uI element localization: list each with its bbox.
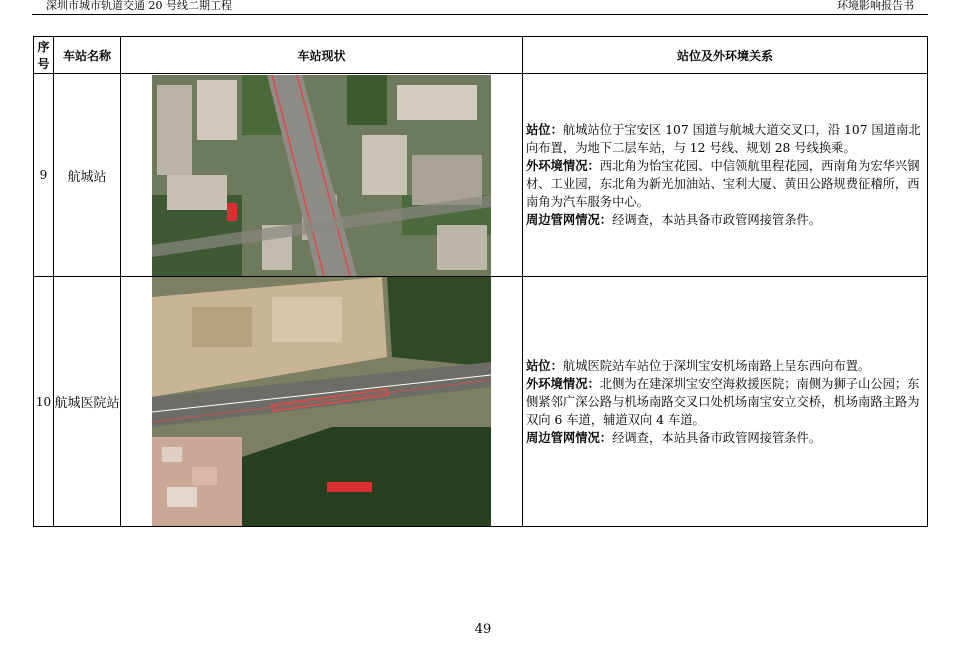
col-header-status: 车站现状 [121,37,523,74]
header-doc-type: 环境影响报告书 [837,0,914,12]
table-header-row [34,37,928,74]
section-label: 外环境情况： [526,159,600,173]
aerial-photo-hangcheng-hospital [152,277,491,526]
section-text: 航城站位于宝安区 107 国道与航城大道交叉口，沿 107 国道南北向布置，为地下二层车站，与 12 号线、规划 28 号线换乘。 [526,123,921,155]
station-aerial-photo-cell [121,277,523,527]
station-aerial-photo-cell [121,74,523,277]
description-section [526,121,924,157]
table-row [34,277,928,527]
row-index: 9 [34,74,54,277]
section-label: 站位： [526,358,563,373]
page-number: 49 [474,622,492,637]
section-label: 外环境情况： [526,376,600,391]
description-section [526,429,924,447]
table-row [34,74,928,277]
station-table [33,36,928,527]
header-title: 深圳市城市轨道交通 20 号线二期工程 [46,0,232,12]
station-name: 航城医院站 [54,277,121,527]
description-section [526,211,924,229]
header-divider [32,14,928,15]
section-label: 周边管网情况： [526,213,613,227]
section-text: 经调查，本站具备市政管网接管条件。 [612,430,822,445]
page-header [32,0,928,13]
section-text: 西北角为怡宝花园、中信领航里程花园，西南角为宏华兴钢材、工业园，东北角为新光加油站、宝利大厦、黄田公路规费征稽所，西南角为汽车服务中心。 [526,159,920,209]
station-description [523,74,928,277]
description-section [526,375,924,429]
col-header-station: 车站名称 [54,37,121,74]
section-label: 站位： [526,123,563,137]
section-text: 北侧为在建深圳宝安空海救援医院；南侧为狮子山公园；东侧紧邻广深公路与机场南路交叉口处机场南宝安立交桥，机场南路主路为双向 6 车道，辅道双向 4 车道。 [526,376,920,427]
station-name: 航城站 [54,74,121,277]
station-description [523,277,928,527]
description-section [526,157,924,211]
section-label: 周边管网情况： [526,430,613,445]
section-text: 经调查，本站具备市政管网接管条件。 [612,213,822,227]
col-header-index: 序号 [34,37,54,74]
row-index: 10 [34,277,54,527]
aerial-photo-hangcheng [152,75,491,276]
section-text: 航城医院站车站位于深圳宝安机场南路上呈东西向布置。 [562,358,871,373]
col-header-environment: 站位及外环境关系 [523,37,928,74]
description-section [526,357,924,375]
